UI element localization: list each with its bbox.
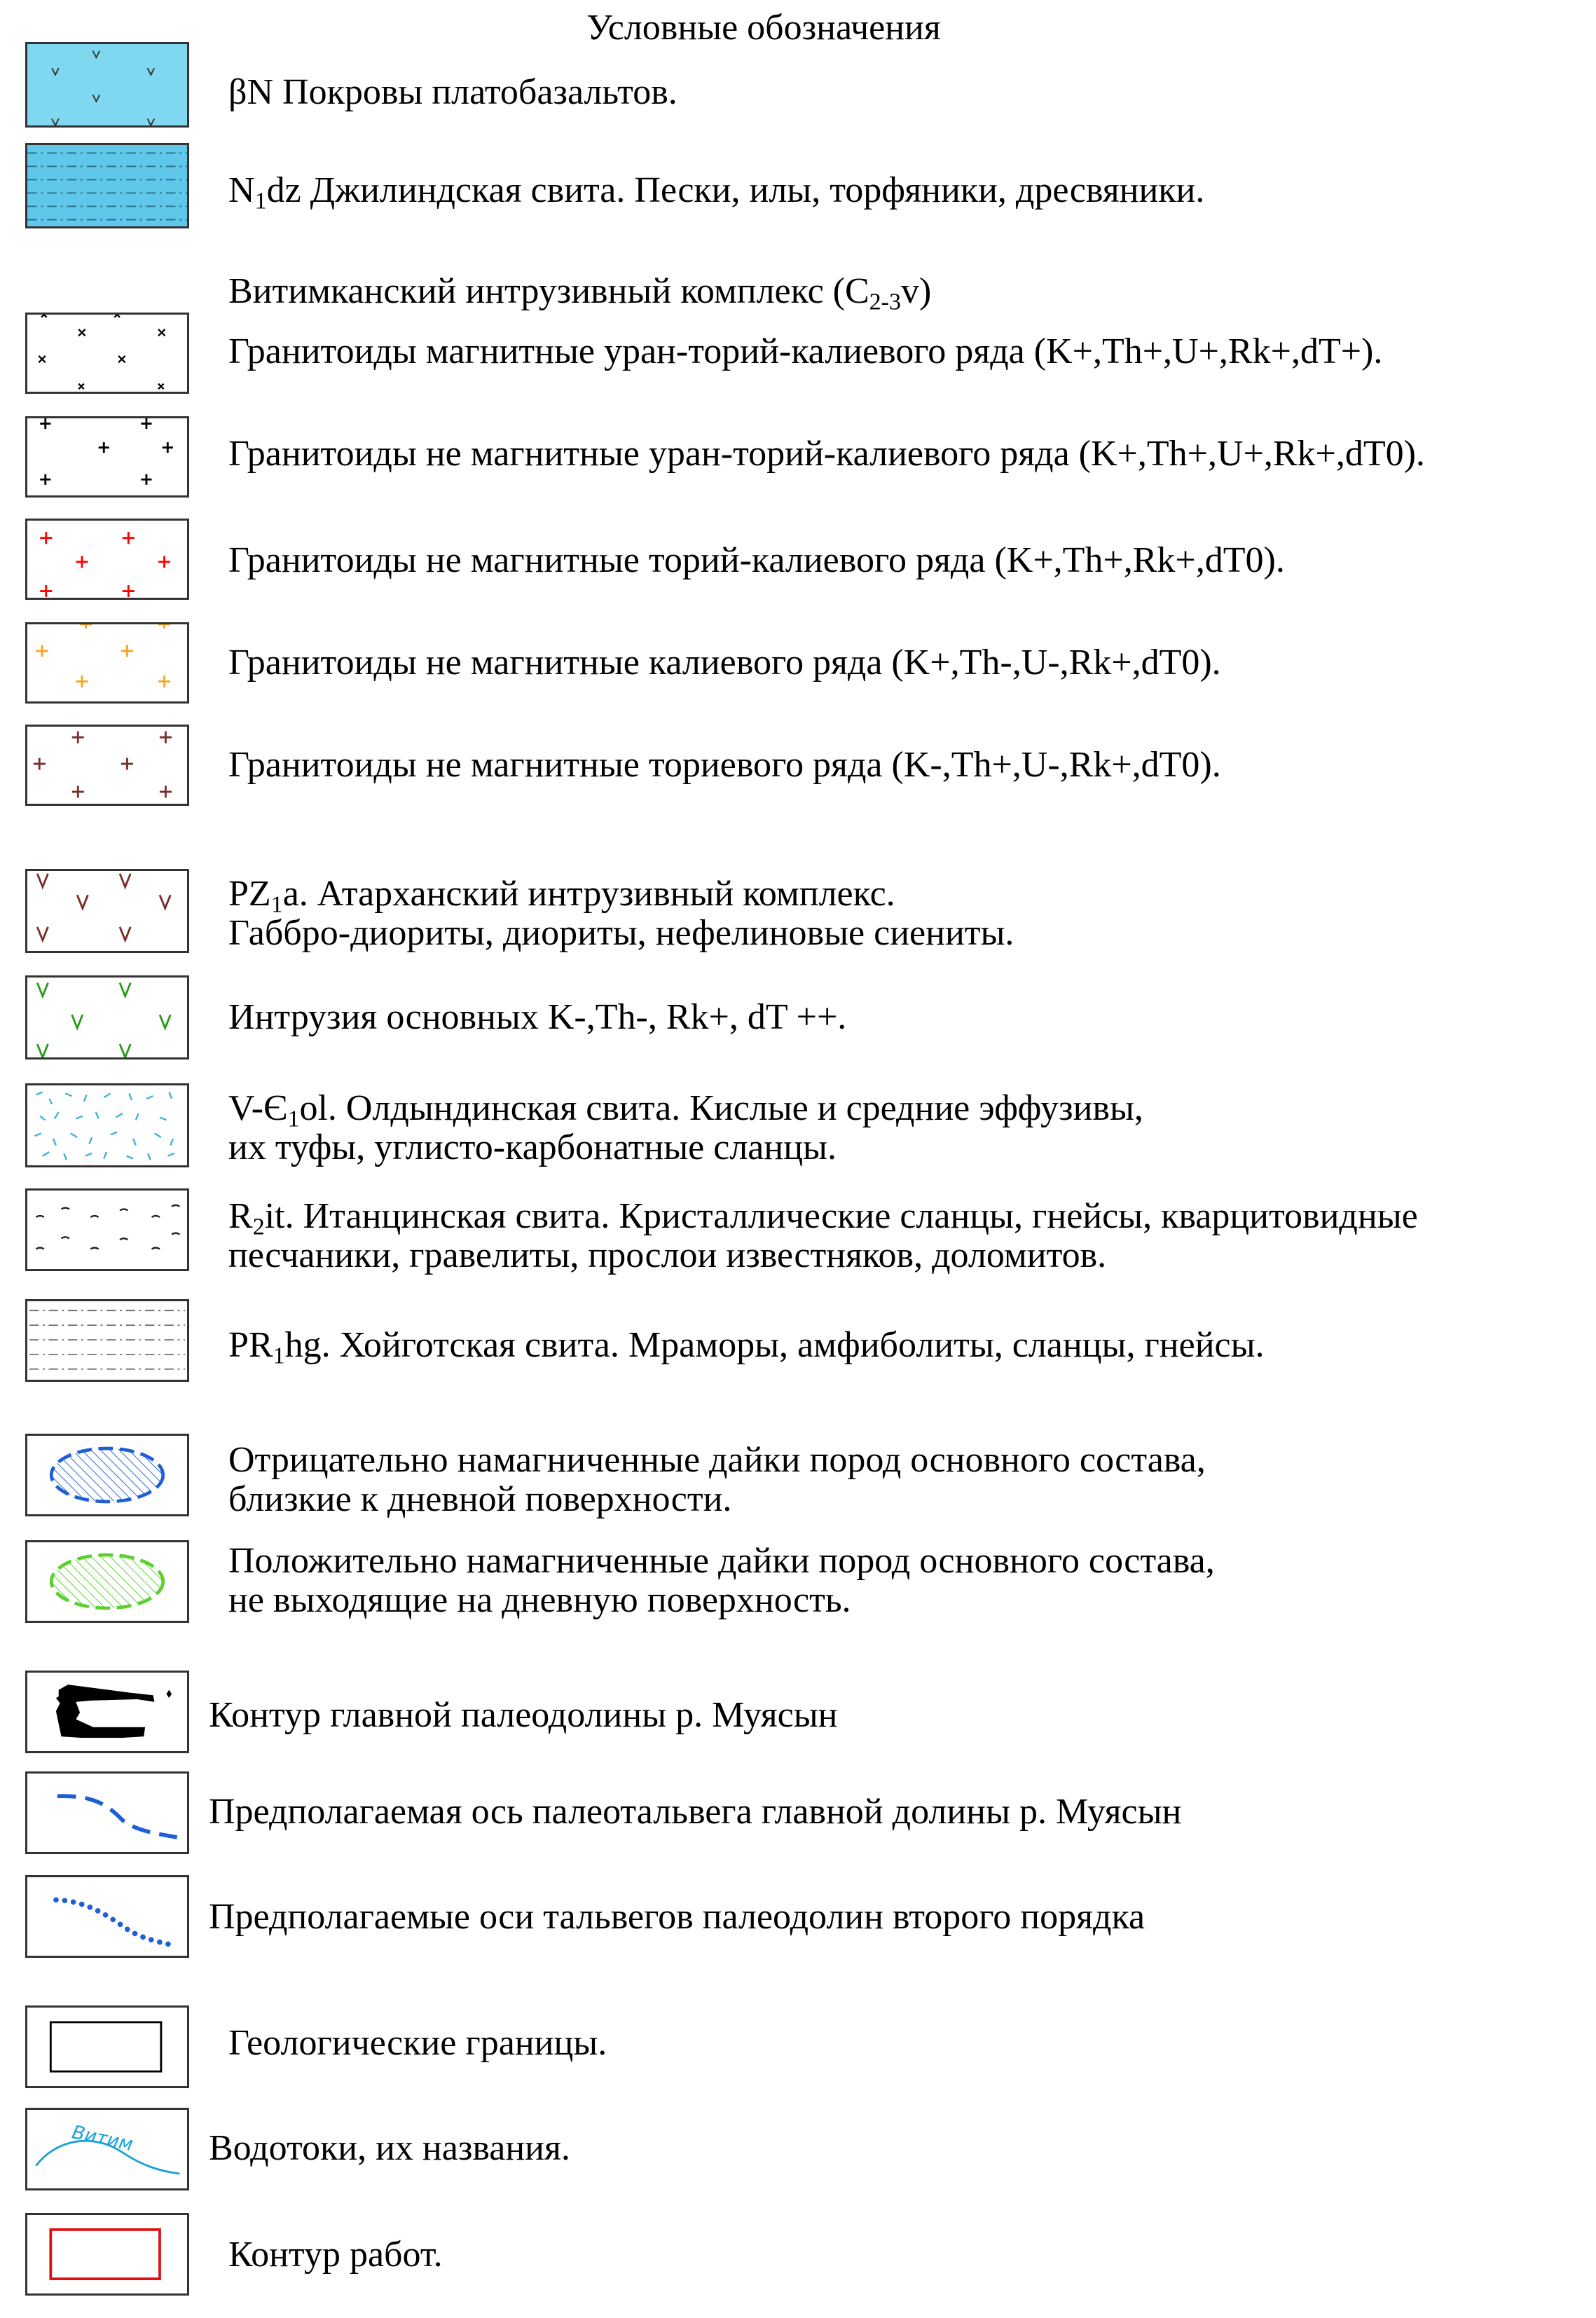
watercourse-swatch	[25, 2108, 189, 2190]
legend-text-geological-boundary: Геологические границы.	[228, 2023, 607, 2063]
river-name-label: Витим	[69, 2121, 135, 2156]
dash-dot-pattern-icon	[27, 145, 187, 226]
dzhilinda-swatch	[25, 143, 189, 228]
positive-dyke-swatch	[25, 1540, 189, 1623]
nonmagnetic-th-k-granitoid-swatch	[25, 519, 189, 600]
geological-boundary-swatch	[25, 2005, 189, 2088]
itantsa-suite-swatch	[25, 1188, 189, 1271]
legend-text-dzhilinda: $N_1dz$ Джилиндская свита. Пески, илы, торфяники, дресвяники.	[228, 170, 1205, 214]
vitimkan-complex-heading: Витимканский интрузивный комплекс $(C_{2-3}v)$	[228, 271, 932, 315]
schist-dash-pattern-icon	[27, 1191, 187, 1269]
legend-text-positive-dyke: Положительно намагниченные дайки пород основного состава, не выходящие на дневную поверхность.	[228, 1541, 1215, 1620]
dotted-axis-line-icon	[27, 1877, 187, 1956]
maroon-v-pattern-icon	[27, 871, 187, 951]
legend-text-second-order-thalweg: Предполагаемые оси тальвегов палеодолин второго порядка	[209, 1897, 1146, 1937]
legend-text-paleovalley-contour: Контур главной палеодолины р. Муясын	[209, 1695, 838, 1735]
legend-text-main-thalweg: Предполагаемая ось палеотальвега главной долины р. Муясын	[209, 1792, 1182, 1832]
khoygot-suite-swatch	[25, 1299, 189, 1382]
legend-text-nonmagnetic-th-k-granitoid: Гранитоиды не магнитные торий-калиевого ряда (K+,Th+,Rk+,dT0).	[228, 540, 1285, 580]
nonmagnetic-th-granitoid-swatch	[25, 725, 189, 806]
oldynda-suite-swatch	[25, 1083, 189, 1167]
dashed-axis-line-icon	[27, 1774, 187, 1852]
orange-plus-pattern-icon	[27, 624, 187, 701]
blue-dyke-ellipse-icon	[27, 1436, 187, 1514]
maroon-plus-pattern-icon	[27, 727, 187, 804]
negative-dyke-swatch	[25, 1434, 189, 1516]
river-line-icon	[27, 2110, 187, 2188]
legend-text-basic-intrusion: Интрузия основных K-,Th-, Rk+, dT ++.	[228, 997, 847, 1037]
legend-text-nonmagnetic-u-th-k-granitoid: Гранитоиды не магнитные уран-торий-калиевого ряда (K+,Th+,U+,Rk+,dT0).	[228, 434, 1425, 474]
legend-text-watercourse: Водотоки, их названия.	[209, 2128, 570, 2168]
nonmagnetic-k-granitoid-swatch	[25, 622, 189, 704]
legend-text-negative-dyke: Отрицательно намагниченные дайки пород основного состава, близкие к дневной поверхности.	[228, 1440, 1206, 1519]
green-dyke-ellipse-icon	[27, 1542, 187, 1621]
legend-text-plateau-basalt: βN Покровы платобазальтов.	[228, 72, 677, 112]
x-cross-pattern-icon	[27, 315, 187, 392]
second-order-thalweg-swatch	[25, 1875, 189, 1958]
main-thalweg-swatch	[25, 1771, 189, 1854]
legend-text-khoygot-suite: $PR_1hg$. Хойготская свита. Мраморы, амфиболиты, сланцы, гнейсы.	[228, 1325, 1265, 1369]
v-sign-pattern-icon	[27, 44, 187, 125]
marble-dash-dot-pattern-icon	[27, 1301, 187, 1380]
red-rectangle-icon	[27, 2215, 187, 2293]
atarkhan-complex-swatch	[25, 869, 189, 953]
green-v-pattern-icon	[27, 978, 187, 1057]
legend-text-work-contour: Контур работ.	[228, 2235, 443, 2275]
magnetic-granitoid-swatch	[25, 313, 189, 394]
legend-text-atarkhan-complex: $PZ_1a$. Атарханский интрузивный комплекс. Габбро-диориты, диориты, нефелиновые сиениты.	[228, 874, 1014, 953]
legend-text-itantsa-suite: $R_2it$. Итанцинская свита. Кристаллические сланцы, гнейсы, кварцитовидные песчаники, гравелиты, прослои известняков, доломитов.	[228, 1196, 1418, 1275]
nonmagnetic-u-th-k-granitoid-swatch	[25, 416, 189, 498]
legend-text-nonmagnetic-k-granitoid: Гранитоиды не магнитные калиевого ряда (K+,Th-,U-,Rk+,dT0).	[228, 643, 1221, 683]
plus-cross-pattern-icon	[27, 418, 187, 495]
effusive-dash-pattern-icon	[27, 1085, 187, 1165]
legend-text-nonmagnetic-th-granitoid: Гранитоиды не магнитные ториевого ряда (K-,Th+,U-,Rk+,dT0).	[228, 745, 1221, 785]
legend-text-magnetic-granitoid: Гранитоиды магнитные уран-торий-калиевого ряда (K+,Th+,U+,Rk+,dT+).	[228, 331, 1383, 371]
boundary-rectangle-icon	[27, 2008, 187, 2086]
basic-intrusion-swatch	[25, 975, 189, 1059]
legend-title: Условные обозначения	[586, 8, 941, 48]
plateau-basalt-swatch	[25, 42, 189, 128]
paleovalley-contour-swatch	[25, 1671, 189, 1753]
legend-text-oldynda-suite: $V-Є_1ol$. Олдындинская свита. Кислые и средние эффузивы, их туфы, углисто-карбонатные сланцы.	[228, 1088, 1143, 1167]
paleovalley-outline-icon	[27, 1673, 187, 1751]
red-plus-pattern-icon	[27, 521, 187, 598]
work-contour-swatch	[25, 2213, 189, 2296]
